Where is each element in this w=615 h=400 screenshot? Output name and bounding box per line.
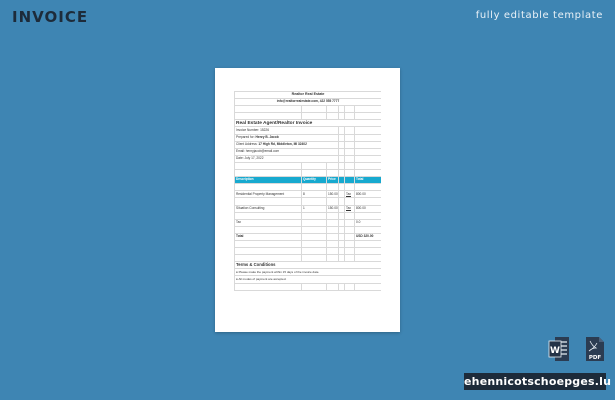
field-label: Prepared for: bbox=[236, 134, 255, 139]
svg-text:W: W bbox=[550, 346, 560, 356]
item-price: 150.00 bbox=[327, 191, 339, 198]
col-header-quantity: Quantity bbox=[302, 177, 327, 184]
item-price: 150.00 bbox=[327, 205, 339, 212]
col-header-total: Total bbox=[355, 177, 382, 184]
invoice-grid bbox=[234, 91, 381, 291]
company-contact: info@realtorrealestate.com, 422 555 7777 bbox=[235, 99, 382, 106]
field-label: Date: bbox=[236, 156, 244, 161]
item-description: Residential Property Management bbox=[235, 191, 302, 198]
item-tax: Tax bbox=[345, 191, 355, 198]
field-label: Invoice Number: bbox=[236, 127, 260, 132]
tax-label: Tax bbox=[235, 219, 302, 226]
field-row bbox=[235, 141, 382, 148]
invoice-sheet bbox=[234, 91, 381, 304]
term-text: Please make the payment within 15 days of the invoice date. bbox=[238, 269, 320, 274]
brand-watermark: ehennicotschoepges.lu bbox=[464, 375, 612, 388]
table-row bbox=[235, 191, 382, 198]
field-label: Email: bbox=[236, 149, 245, 154]
pdf-file-icon[interactable] bbox=[584, 336, 606, 362]
tax-value: 0.0 bbox=[355, 219, 382, 226]
field-value: Henry B. Jacob bbox=[255, 134, 279, 139]
terms-title: Terms & Conditions bbox=[235, 262, 382, 269]
field-row bbox=[235, 127, 382, 134]
item-quantity: 1 bbox=[302, 205, 327, 212]
total-row bbox=[235, 233, 382, 240]
items-table-header bbox=[235, 177, 382, 184]
company-name: Realtor Real Estate bbox=[235, 92, 382, 99]
item-quantity: 8 bbox=[302, 191, 327, 198]
item-total: 800.00 bbox=[355, 205, 382, 212]
term-text: All modes of payment are accepted. bbox=[238, 276, 287, 281]
item-total: 800.00 bbox=[355, 191, 382, 198]
field-value: 15226 bbox=[260, 127, 269, 132]
field-value: 17 High Rd, Middleton, MI 32402 bbox=[258, 141, 307, 146]
col-header-description: Description bbox=[235, 177, 302, 184]
item-description: Situation Consulting bbox=[235, 205, 302, 212]
field-value: July 17, 2022 bbox=[244, 156, 264, 161]
total-value: USD 320.00 bbox=[355, 233, 382, 240]
word-file-icon[interactable] bbox=[548, 336, 570, 362]
list-item: ● Please make the payment within 15 days of the invoice date. bbox=[235, 269, 382, 276]
invoice-document-preview bbox=[215, 68, 400, 332]
invoice-title: Real Estate Agent/Realtor Invoice bbox=[235, 120, 382, 127]
table-row bbox=[235, 205, 382, 212]
tax-row bbox=[235, 219, 382, 226]
item-tax: Tax bbox=[345, 205, 355, 212]
total-label: Total bbox=[235, 233, 302, 240]
field-row bbox=[235, 134, 382, 141]
page-subtitle: fully editable template bbox=[475, 10, 603, 21]
page-title: INVOICE bbox=[12, 8, 89, 26]
field-row bbox=[235, 155, 382, 162]
field-row bbox=[235, 148, 382, 155]
col-header-price: Price bbox=[327, 177, 339, 184]
svg-text:PDF: PDF bbox=[588, 355, 602, 361]
list-item: ● All modes of payment are accepted. bbox=[235, 276, 382, 283]
field-label: Client Address: bbox=[236, 141, 258, 146]
field-value: henryjacob@email.com bbox=[245, 149, 280, 154]
